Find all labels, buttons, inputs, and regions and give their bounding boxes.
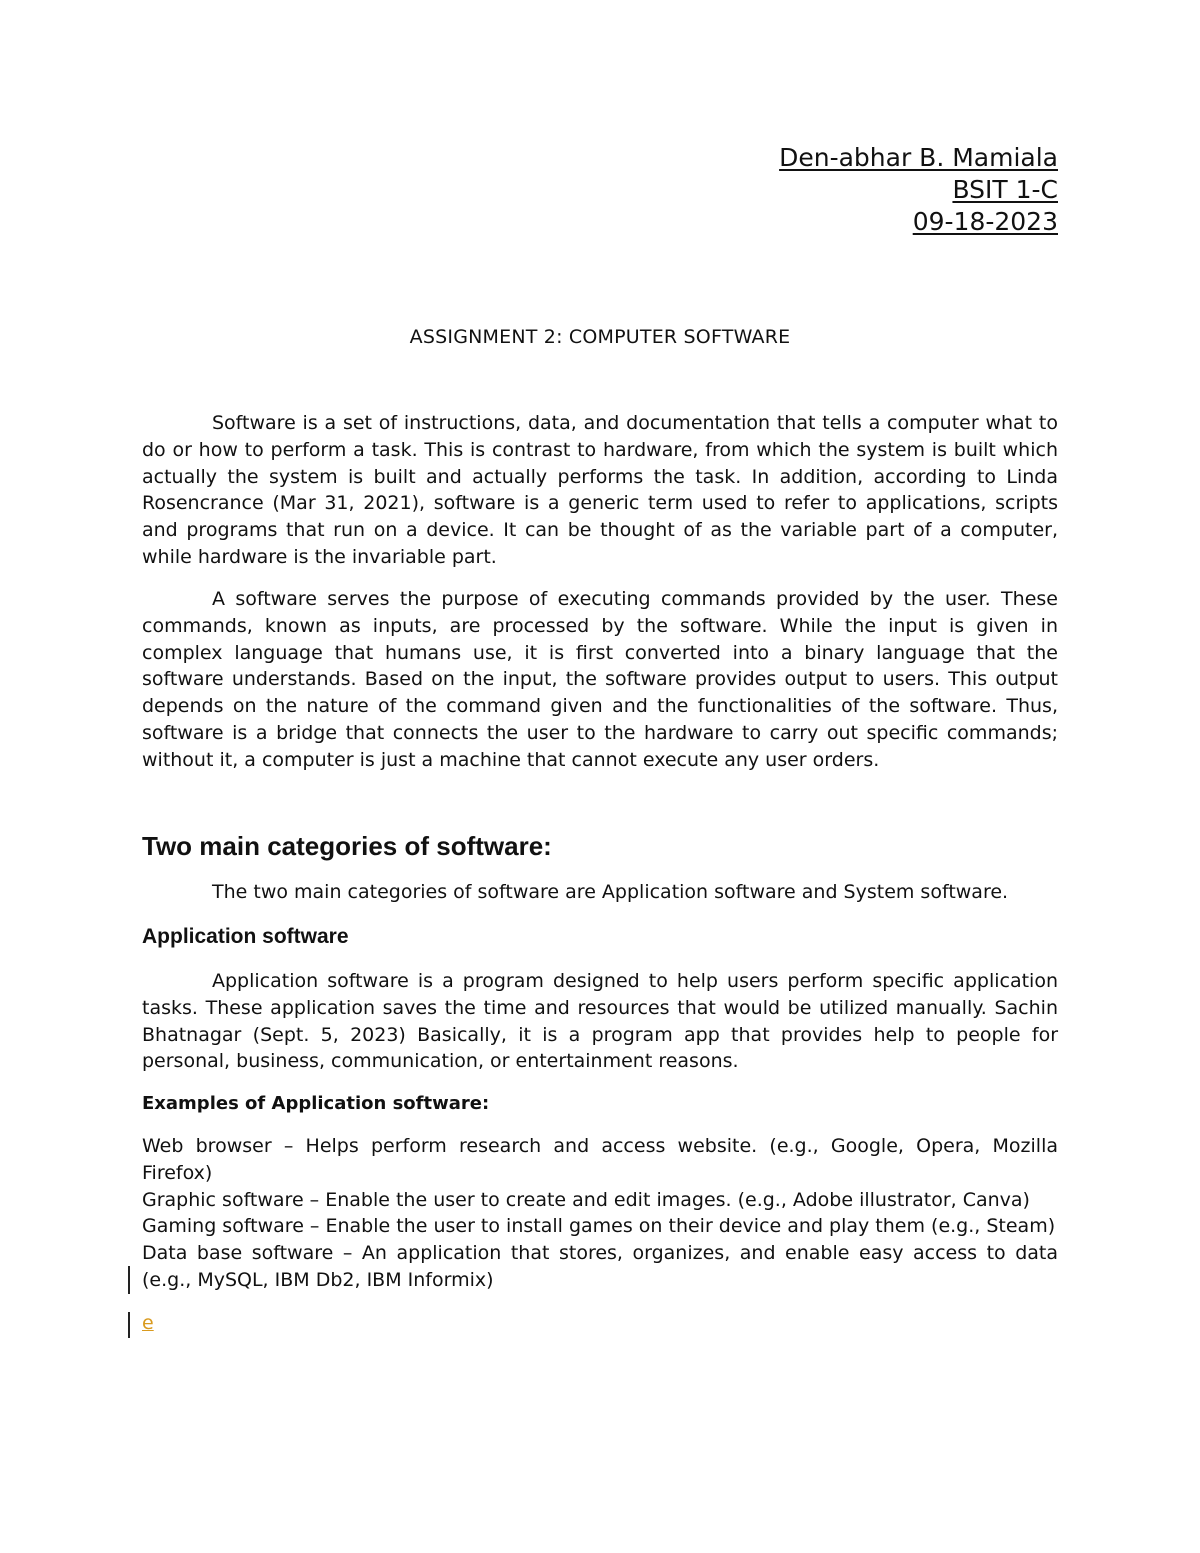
list-item: Graphic software – Enable the user to create and edit images. (e.g., Adobe illustrator, Canva) bbox=[142, 1188, 1030, 1211]
examples-list bbox=[142, 1133, 1058, 1294]
application-paragraph-block bbox=[142, 968, 1058, 1075]
list-item: Data base software – An application that stores, organizes, and enable easy access to data (e.g., MySQL, IBM Db2, IBM Informix) bbox=[142, 1242, 1058, 1291]
author-header bbox=[779, 142, 1058, 238]
author-name: Den-abhar B. Mamiala bbox=[779, 143, 1058, 172]
categories-intro: The two main categories of software are Application software and System software. bbox=[212, 881, 1009, 903]
change-bar bbox=[128, 1266, 130, 1294]
second-paragraph-block bbox=[142, 586, 1058, 774]
paragraph-application-software: Application software is a program designed to help users perform specific application tasks. These application saves the time and resources that would be utilized manually. Sachin Bhatnagar (Sept. 5, 2023) Basically, it is a program app that provides help to people for personal, business, communication, or entertainment reasons. bbox=[142, 970, 1058, 1073]
list-item: Gaming software – Enable the user to install games on their device and play them (e.g., Steam) bbox=[142, 1215, 1056, 1238]
submission-date: 09-18-2023 bbox=[912, 207, 1058, 236]
author-section: BSIT 1-C bbox=[952, 175, 1058, 204]
paragraph-software-definition: Software is a set of instructions, data, and documentation that tells a computer what to do or how to perform a task. This is contrast to hardware, from which the system is built which actually the system is built and actually performs the task. In addition, according to Linda Rosencrance (Mar 31, 2021), software is a generic term used to refer to applications, scripts and programs that run on a device. It can be thought of as the variable part of a computer, while hardware is the invariable part. bbox=[142, 412, 1058, 568]
intro-paragraph-block bbox=[142, 410, 1058, 571]
assignment-title: ASSIGNMENT 2: COMPUTER SOFTWARE bbox=[409, 326, 791, 348]
categories-heading: Two main categories of software: bbox=[142, 831, 552, 861]
list-item: Web browser – Helps perform research and access website. (e.g., Google, Opera, Mozilla Firefox) bbox=[142, 1135, 1058, 1184]
change-bar bbox=[128, 1312, 130, 1338]
paragraph-software-purpose: A software serves the purpose of executing commands provided by the user. These commands, known as inputs, are processed by the software. While the input is given in complex language that humans use, it is first converted into a binary language that the software understands. Based on the input, the software provides output to users. This output depends on the nature of the command given and the functionalities of the software. Thus, software is a bridge that connects the user to the hardware to carry out specific commands; without it, a computer is just a machine that cannot execute any user orders. bbox=[142, 588, 1058, 771]
stray-text[interactable]: e bbox=[142, 1312, 154, 1334]
application-software-heading: Application software bbox=[142, 925, 349, 948]
examples-heading: Examples of Application software: bbox=[142, 1093, 490, 1114]
